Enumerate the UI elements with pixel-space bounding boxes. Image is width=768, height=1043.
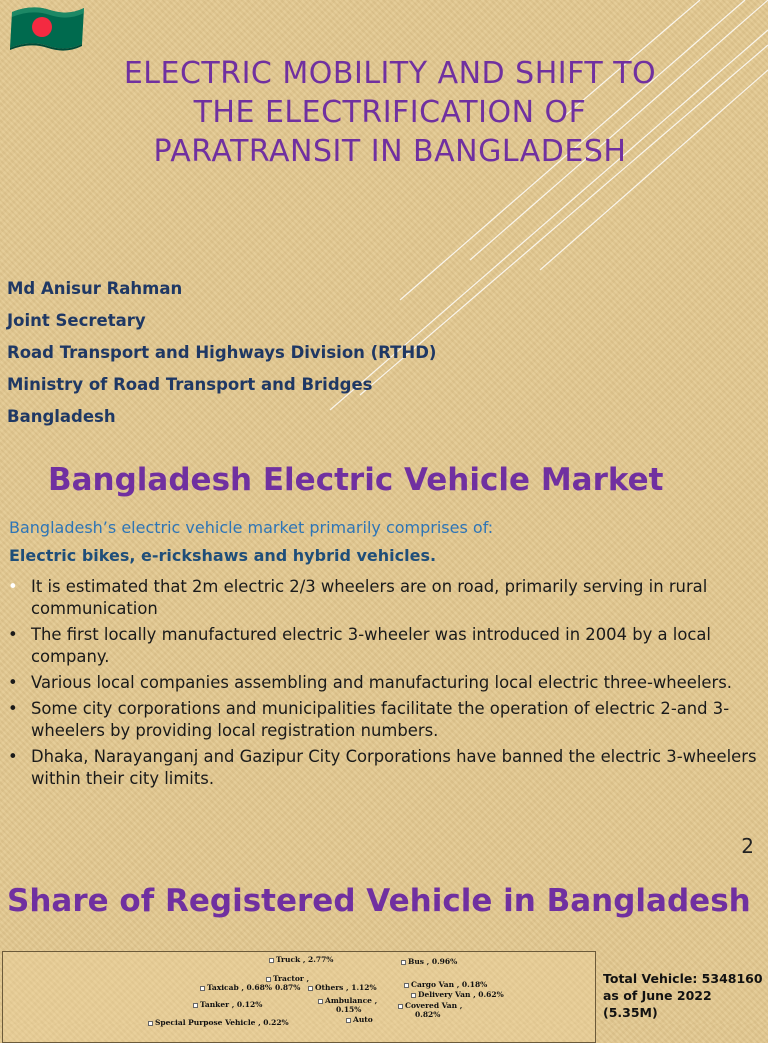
title-line: THE ELECTRIFICATION OF <box>193 95 587 130</box>
chart-label-ambulance: Ambulance , <box>318 996 377 1005</box>
slide-heading: Bangladesh Electric Vehicle Market <box>48 462 664 498</box>
bullet-icon: • <box>8 699 18 718</box>
chart-label-covered-van-pct: 0.82% <box>415 1010 441 1019</box>
bangladesh-flag-icon <box>6 4 86 52</box>
marker-icon <box>269 958 274 963</box>
total-vehicle-short: (5.35M) <box>603 1005 658 1020</box>
marker-icon <box>318 999 323 1004</box>
bullet-icon: • <box>8 673 18 692</box>
slide-heading: Share of Registered Vehicle in Bangladesh <box>7 883 751 919</box>
marker-icon <box>308 986 313 991</box>
chart-label-tractor: Tractor , <box>266 974 309 983</box>
bullet-text: It is estimated that 2m electric 2/3 wheelers are on road, primarily serving in rural communication <box>31 577 708 618</box>
intro-bold-text: Electric bikes, e-rickshaws and hybrid vehicles. <box>9 546 437 565</box>
chart-label-tractor-pct: 0.87% <box>275 983 301 992</box>
list-item <box>8 746 758 790</box>
presentation-title <box>60 54 720 171</box>
intro-text: Bangladesh’s electric vehicle market primarily comprises of: <box>9 518 494 537</box>
bullet-text: Dhaka, Narayanganj and Gazipur City Corporations have banned the electric 3-wheelers within their city limits. <box>31 747 757 788</box>
marker-icon <box>148 1021 153 1026</box>
chart-label-special-purpose: Special Purpose Vehicle , 0.22% <box>148 1018 289 1027</box>
bullet-icon: • <box>8 577 18 596</box>
page-number: 2 <box>741 834 754 858</box>
title-slide <box>0 0 768 450</box>
marker-icon <box>398 1004 403 1009</box>
chart-label-bus: Bus , 0.96% <box>401 957 457 966</box>
chart-label-covered-van: Covered Van , <box>398 1001 462 1010</box>
ev-market-slide <box>0 450 768 865</box>
chart-label-auto: Auto <box>346 1015 373 1024</box>
chart-label-truck: Truck , 2.77% <box>269 955 333 964</box>
bullet-icon: • <box>8 747 18 766</box>
marker-icon <box>401 960 406 965</box>
bullet-list <box>8 576 758 794</box>
total-vehicle-date: as of June 2022 <box>603 988 712 1003</box>
author-ministry: Ministry of Road Transport and Bridges <box>7 375 373 394</box>
vehicle-share-chart <box>2 951 596 1043</box>
chart-label-cargo-van: Cargo Van , 0.18% <box>404 980 487 989</box>
bullet-text: The first locally manufactured electric 3-wheeler was introduced in 2004 by a local company. <box>31 625 711 666</box>
list-item <box>8 698 758 742</box>
marker-icon <box>404 983 409 988</box>
bullet-icon: • <box>8 625 18 644</box>
total-vehicle-note <box>603 970 763 1021</box>
title-line: ELECTRIC MOBILITY AND SHIFT TO <box>123 56 657 91</box>
chart-label-ambulance-pct: 0.15% <box>336 1005 362 1014</box>
marker-icon <box>411 993 416 998</box>
bullet-text: Various local companies assembling and manufacturing local electric three-wheelers. <box>31 673 732 692</box>
marker-icon <box>346 1018 351 1023</box>
author-position: Joint Secretary <box>7 311 146 330</box>
marker-icon <box>266 977 271 982</box>
list-item <box>8 624 758 668</box>
registered-vehicle-slide <box>0 865 768 1027</box>
bullet-text: Some city corporations and municipalities facilitate the operation of electric 2-and 3-wheelers by providing local registration numbers. <box>31 699 730 740</box>
author-block <box>7 273 436 433</box>
chart-label-delivery-van: Delivery Van , 0.62% <box>411 990 504 999</box>
marker-icon <box>193 1003 198 1008</box>
chart-label-taxicab: Taxicab , 0.68% <box>200 983 272 992</box>
chart-label-tanker: Tanker , 0.12% <box>193 1000 262 1009</box>
total-vehicle-count: Total Vehicle: 5348160 <box>603 971 763 986</box>
author-name: Md Anisur Rahman <box>7 279 183 298</box>
title-line: PARATRANSIT IN BANGLADESH <box>153 134 627 169</box>
author-division: Road Transport and Highways Division (RTHD) <box>7 343 437 362</box>
chart-label-others: Others , 1.12% <box>308 983 377 992</box>
marker-icon <box>200 986 205 991</box>
author-country: Bangladesh <box>7 407 116 426</box>
list-item <box>8 672 758 694</box>
list-item <box>8 576 758 620</box>
